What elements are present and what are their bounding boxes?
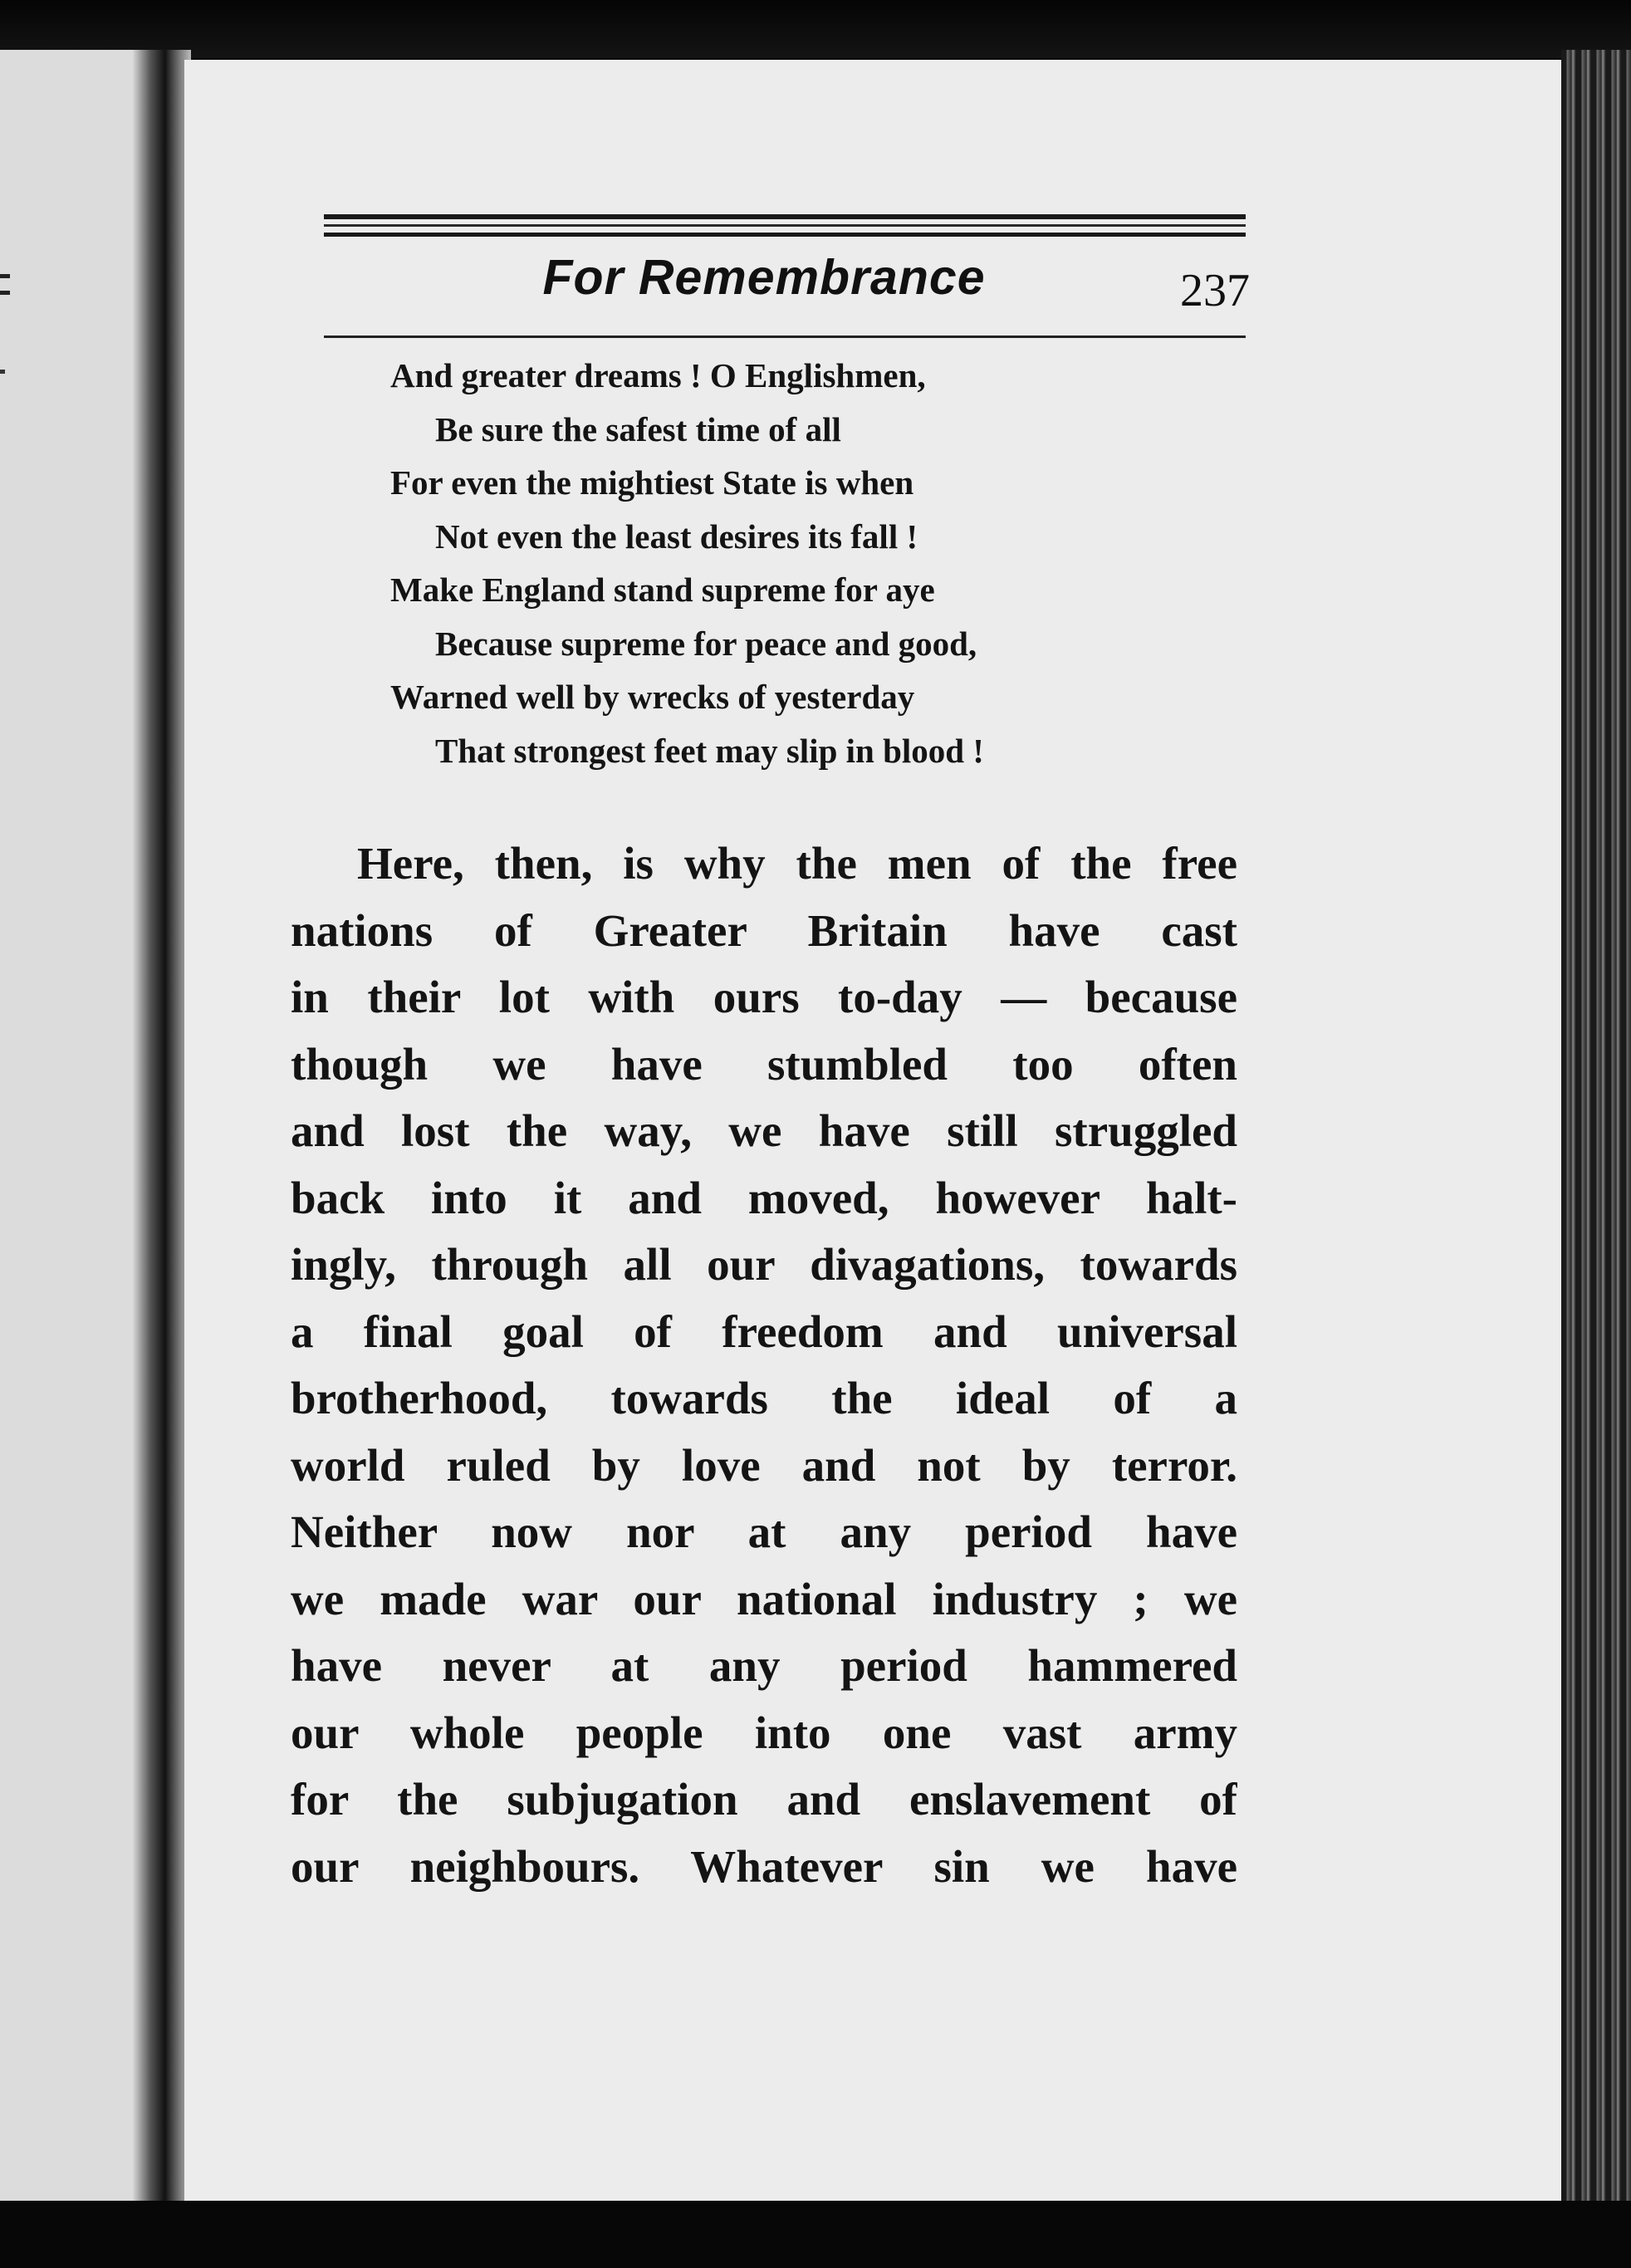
- verse-line: Not even the least desires its fall !: [435, 517, 918, 556]
- scan-bottom-edge: [0, 2201, 1631, 2268]
- verse-line: Be sure the safest time of all: [435, 409, 841, 448]
- verse-line: And greater dreams ! O Englishmen,: [390, 356, 926, 394]
- facing-page-mark: [0, 274, 10, 278]
- book-gutter: [133, 50, 191, 2226]
- header-underline: [324, 336, 1246, 338]
- prose-line: ingly, through all our divagations, towards: [291, 1239, 1237, 1290]
- facing-page-mark: [0, 370, 5, 374]
- header-rule: [324, 233, 1246, 237]
- scan-top-edge: [0, 0, 1631, 58]
- verse-line: For even the mightiest State is when: [390, 463, 914, 502]
- prose-line: nations of Greater Britain have cast: [291, 904, 1237, 956]
- verse-line: Because supreme for peace and good,: [435, 624, 977, 663]
- prose-line: and lost the way, we have still struggled: [291, 1105, 1237, 1156]
- prose-line: for the subjugation and enslavement of: [291, 1774, 1237, 1825]
- verse-line: That strongest feet may slip in blood !: [435, 731, 984, 770]
- verse-stanza: [390, 349, 1221, 777]
- page-number: 237: [1180, 265, 1250, 316]
- header-rule: [324, 214, 1246, 219]
- prose-line: Here, then, is why the men of the free: [357, 838, 1237, 889]
- header-rule: [324, 224, 1246, 227]
- prose-line: our neighbours. Whatever sin we have: [291, 1840, 1237, 1892]
- prose-line: in their lot with ours to-day — because: [291, 972, 1237, 1022]
- prose-line: our whole people into one vast army: [291, 1707, 1237, 1758]
- verse-line: Warned well by wrecks of yesterday: [390, 678, 915, 716]
- prose-line: Neither now nor at any period have: [291, 1506, 1237, 1557]
- prose-line: brotherhood, towards the ideal of a: [291, 1373, 1237, 1423]
- prose-line: we made war our national industry ; we: [291, 1573, 1237, 1624]
- page-stack-edge: [1561, 50, 1631, 2226]
- prose-line: have never at any period hammered: [291, 1640, 1237, 1691]
- verse-line: Make England stand supreme for aye: [390, 571, 935, 609]
- prose-paragraph: [291, 830, 1237, 1900]
- prose-line: though we have stumbled too often: [291, 1038, 1237, 1090]
- running-title: For Remembrance: [542, 250, 986, 305]
- prose-line: a final goal of freedom and universal: [291, 1305, 1237, 1357]
- prose-line: back into it and moved, however halt-: [291, 1172, 1237, 1223]
- facing-page-mark: [0, 291, 10, 295]
- prose-line: world ruled by love and not by terror.: [291, 1439, 1237, 1491]
